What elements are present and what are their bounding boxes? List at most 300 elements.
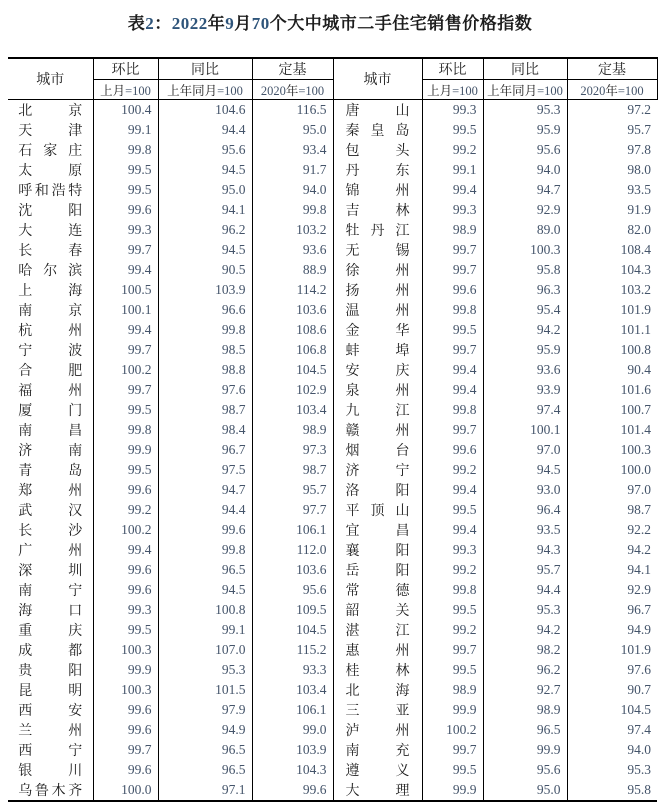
city-cell-right bbox=[333, 600, 422, 620]
city-name: 桂林 bbox=[345, 662, 410, 678]
fixedbase-cell-left: 106.1 bbox=[252, 700, 333, 720]
city-cell-right bbox=[333, 380, 422, 400]
mom-cell-right: 99.5 bbox=[422, 600, 483, 620]
mom-cell-right: 99.7 bbox=[422, 740, 483, 760]
mom-cell-left: 99.8 bbox=[93, 420, 158, 440]
fixedbase-cell-right: 104.3 bbox=[567, 260, 657, 280]
yoy-cell-left: 98.5 bbox=[158, 340, 252, 360]
yoy-cell-left: 96.5 bbox=[158, 760, 252, 780]
city-cell-right bbox=[333, 120, 422, 140]
city-cell-left bbox=[8, 260, 93, 280]
yoy-cell-right: 94.2 bbox=[483, 620, 567, 640]
yoy-cell-left: 94.9 bbox=[158, 720, 252, 740]
table-row bbox=[8, 720, 657, 740]
city-name: 兰州 bbox=[18, 722, 83, 738]
city-name: 深圳 bbox=[18, 562, 83, 578]
mom-cell-left: 100.2 bbox=[93, 520, 158, 540]
mom-cell-right: 99.2 bbox=[422, 460, 483, 480]
yoy-cell-left: 104.6 bbox=[158, 100, 252, 121]
city-name: 唐山 bbox=[345, 102, 410, 118]
city-name: 洛阳 bbox=[345, 482, 410, 498]
city-name: 赣州 bbox=[345, 422, 410, 438]
yoy-cell-right: 96.2 bbox=[483, 660, 567, 680]
mom-cell-left: 99.6 bbox=[93, 720, 158, 740]
city-cell-left bbox=[8, 340, 93, 360]
city-cell-right bbox=[333, 460, 422, 480]
mom-cell-right: 99.7 bbox=[422, 420, 483, 440]
table-row bbox=[8, 340, 657, 360]
mom-cell-right: 99.5 bbox=[422, 660, 483, 680]
city-name: 惠州 bbox=[345, 642, 410, 658]
yoy-cell-left: 94.7 bbox=[158, 480, 252, 500]
city-name: 徐州 bbox=[345, 262, 410, 278]
yoy-cell-left: 94.5 bbox=[158, 160, 252, 180]
city-cell-right bbox=[333, 400, 422, 420]
yoy-cell-right: 96.5 bbox=[483, 720, 567, 740]
header-yoy-right: 同比 bbox=[483, 58, 567, 80]
table-row bbox=[8, 300, 657, 320]
fixedbase-cell-left: 91.7 bbox=[252, 160, 333, 180]
header-row-main bbox=[8, 58, 657, 80]
city-cell-left bbox=[8, 540, 93, 560]
city-name: 长春 bbox=[18, 242, 83, 258]
city-cell-right bbox=[333, 760, 422, 780]
mom-cell-left: 99.8 bbox=[93, 140, 158, 160]
city-name: 秦皇岛 bbox=[345, 122, 410, 138]
city-name: 湛江 bbox=[345, 622, 410, 638]
table-row bbox=[8, 700, 657, 720]
mom-cell-right: 99.8 bbox=[422, 400, 483, 420]
city-cell-right bbox=[333, 220, 422, 240]
fixedbase-cell-right: 92.2 bbox=[567, 520, 657, 540]
city-cell-left bbox=[8, 480, 93, 500]
fixedbase-cell-right: 98.7 bbox=[567, 500, 657, 520]
header-yoy-base-left: 上年同月=100 bbox=[158, 80, 252, 100]
mom-cell-right: 99.5 bbox=[422, 500, 483, 520]
city-cell-left bbox=[8, 140, 93, 160]
yoy-cell-right: 95.3 bbox=[483, 600, 567, 620]
yoy-cell-right: 94.4 bbox=[483, 580, 567, 600]
fixedbase-cell-left: 114.2 bbox=[252, 280, 333, 300]
fixedbase-cell-left: 106.8 bbox=[252, 340, 333, 360]
fixedbase-cell-left: 108.6 bbox=[252, 320, 333, 340]
fixedbase-cell-left: 97.3 bbox=[252, 440, 333, 460]
yoy-cell-left: 94.5 bbox=[158, 580, 252, 600]
header-city-left: 城市 bbox=[8, 58, 93, 100]
city-name: 成都 bbox=[18, 642, 83, 658]
city-name: 大理 bbox=[345, 782, 410, 798]
table-row bbox=[8, 460, 657, 480]
yoy-cell-left: 90.5 bbox=[158, 260, 252, 280]
table-row bbox=[8, 220, 657, 240]
mom-cell-right: 99.5 bbox=[422, 320, 483, 340]
fixedbase-cell-right: 100.3 bbox=[567, 440, 657, 460]
yoy-cell-left: 96.2 bbox=[158, 220, 252, 240]
fixedbase-cell-right: 94.9 bbox=[567, 620, 657, 640]
mom-cell-right: 99.2 bbox=[422, 560, 483, 580]
fixedbase-cell-left: 95.0 bbox=[252, 120, 333, 140]
mom-cell-left: 100.5 bbox=[93, 280, 158, 300]
yoy-cell-right: 95.7 bbox=[483, 560, 567, 580]
city-name: 海口 bbox=[18, 602, 83, 618]
city-cell-left bbox=[8, 660, 93, 680]
fixedbase-cell-right: 91.9 bbox=[567, 200, 657, 220]
page-title: 表2：2022年9月70个大中城市二手住宅销售价格指数 bbox=[127, 14, 533, 33]
fixedbase-cell-left: 93.3 bbox=[252, 660, 333, 680]
mom-cell-right: 99.4 bbox=[422, 480, 483, 500]
table-row bbox=[8, 740, 657, 760]
header-mom-base-left: 上月=100 bbox=[93, 80, 158, 100]
yoy-cell-left: 99.6 bbox=[158, 520, 252, 540]
city-name: 西宁 bbox=[18, 742, 83, 758]
table-row bbox=[8, 760, 657, 780]
city-cell-left bbox=[8, 740, 93, 760]
fixedbase-cell-left: 116.5 bbox=[252, 100, 333, 121]
city-name: 济宁 bbox=[345, 462, 410, 478]
city-name: 南京 bbox=[18, 302, 83, 318]
mom-cell-right: 99.7 bbox=[422, 260, 483, 280]
fixedbase-cell-right: 97.0 bbox=[567, 480, 657, 500]
table-row bbox=[8, 160, 657, 180]
city-name: 泉州 bbox=[345, 382, 410, 398]
city-name: 遵义 bbox=[345, 762, 410, 778]
mom-cell-right: 99.4 bbox=[422, 360, 483, 380]
fixedbase-cell-left: 88.9 bbox=[252, 260, 333, 280]
table-row bbox=[8, 680, 657, 700]
mom-cell-left: 100.0 bbox=[93, 780, 158, 801]
mom-cell-right: 99.1 bbox=[422, 160, 483, 180]
yoy-cell-right: 98.9 bbox=[483, 700, 567, 720]
table-row bbox=[8, 520, 657, 540]
mom-cell-right: 99.2 bbox=[422, 620, 483, 640]
fixedbase-cell-right: 101.4 bbox=[567, 420, 657, 440]
yoy-cell-left: 95.3 bbox=[158, 660, 252, 680]
city-cell-right bbox=[333, 620, 422, 640]
table-row bbox=[8, 780, 657, 801]
city-name: 平顶山 bbox=[345, 502, 410, 518]
fixedbase-cell-right: 97.6 bbox=[567, 660, 657, 680]
table-header bbox=[8, 58, 657, 100]
city-cell-right bbox=[333, 260, 422, 280]
mom-cell-left: 99.5 bbox=[93, 620, 158, 640]
city-cell-left bbox=[8, 320, 93, 340]
city-name: 宜昌 bbox=[345, 522, 410, 538]
table-row bbox=[8, 480, 657, 500]
table-row bbox=[8, 140, 657, 160]
yoy-cell-right: 100.3 bbox=[483, 240, 567, 260]
yoy-cell-right: 96.3 bbox=[483, 280, 567, 300]
yoy-cell-left: 99.8 bbox=[158, 320, 252, 340]
mom-cell-right: 99.7 bbox=[422, 340, 483, 360]
yoy-cell-right: 94.0 bbox=[483, 160, 567, 180]
city-cell-left bbox=[8, 460, 93, 480]
city-cell-left bbox=[8, 240, 93, 260]
mom-cell-left: 99.5 bbox=[93, 460, 158, 480]
city-name: 重庆 bbox=[18, 622, 83, 638]
city-cell-right bbox=[333, 240, 422, 260]
city-cell-left bbox=[8, 180, 93, 200]
yoy-cell-right: 99.9 bbox=[483, 740, 567, 760]
fixedbase-cell-left: 93.4 bbox=[252, 140, 333, 160]
city-name: 南昌 bbox=[18, 422, 83, 438]
mom-cell-right: 99.4 bbox=[422, 520, 483, 540]
city-name: 常德 bbox=[345, 582, 410, 598]
yoy-cell-left: 107.0 bbox=[158, 640, 252, 660]
mom-cell-left: 99.9 bbox=[93, 440, 158, 460]
mom-cell-left: 99.7 bbox=[93, 340, 158, 360]
city-cell-left bbox=[8, 120, 93, 140]
table-row bbox=[8, 180, 657, 200]
city-cell-left bbox=[8, 200, 93, 220]
fixedbase-cell-left: 99.8 bbox=[252, 200, 333, 220]
table-row bbox=[8, 200, 657, 220]
yoy-cell-right: 95.0 bbox=[483, 780, 567, 801]
table-row bbox=[8, 380, 657, 400]
mom-cell-left: 99.9 bbox=[93, 660, 158, 680]
yoy-cell-left: 94.4 bbox=[158, 500, 252, 520]
yoy-cell-left: 96.7 bbox=[158, 440, 252, 460]
city-name: 南充 bbox=[345, 742, 410, 758]
mom-cell-left: 99.2 bbox=[93, 500, 158, 520]
yoy-cell-left: 100.8 bbox=[158, 600, 252, 620]
fixedbase-cell-right: 90.7 bbox=[567, 680, 657, 700]
mom-cell-right: 99.6 bbox=[422, 440, 483, 460]
mom-cell-right: 99.7 bbox=[422, 240, 483, 260]
mom-cell-right: 99.4 bbox=[422, 380, 483, 400]
city-name: 锦州 bbox=[345, 182, 410, 198]
header-mom-base-right: 上月=100 bbox=[422, 80, 483, 100]
fixedbase-cell-left: 104.5 bbox=[252, 360, 333, 380]
table-body bbox=[8, 100, 657, 802]
city-cell-left bbox=[8, 520, 93, 540]
city-cell-right bbox=[333, 420, 422, 440]
fixedbase-cell-left: 103.4 bbox=[252, 400, 333, 420]
city-name: 广州 bbox=[18, 542, 83, 558]
yoy-cell-right: 97.4 bbox=[483, 400, 567, 420]
fixedbase-cell-right: 82.0 bbox=[567, 220, 657, 240]
fixedbase-cell-right: 104.5 bbox=[567, 700, 657, 720]
yoy-cell-left: 99.8 bbox=[158, 540, 252, 560]
yoy-cell-left: 99.1 bbox=[158, 620, 252, 640]
city-name: 襄阳 bbox=[345, 542, 410, 558]
yoy-cell-left: 95.6 bbox=[158, 140, 252, 160]
city-cell-left bbox=[8, 400, 93, 420]
fixedbase-cell-left: 103.4 bbox=[252, 680, 333, 700]
city-name: 武汉 bbox=[18, 502, 83, 518]
city-name: 厦门 bbox=[18, 402, 83, 418]
city-cell-right bbox=[333, 480, 422, 500]
yoy-cell-right: 95.9 bbox=[483, 340, 567, 360]
city-name: 石家庄 bbox=[18, 142, 83, 158]
fixedbase-cell-right: 101.9 bbox=[567, 640, 657, 660]
fixedbase-cell-right: 108.4 bbox=[567, 240, 657, 260]
city-name: 三亚 bbox=[345, 702, 410, 718]
city-cell-left bbox=[8, 100, 93, 121]
table-row bbox=[8, 560, 657, 580]
city-name: 烟台 bbox=[345, 442, 410, 458]
yoy-cell-left: 96.5 bbox=[158, 740, 252, 760]
table-row bbox=[8, 100, 657, 121]
city-cell-right bbox=[333, 560, 422, 580]
fixedbase-cell-right: 101.6 bbox=[567, 380, 657, 400]
table-row bbox=[8, 320, 657, 340]
table-row bbox=[8, 420, 657, 440]
city-cell-left bbox=[8, 620, 93, 640]
city-name: 吉林 bbox=[345, 202, 410, 218]
mom-cell-right: 98.9 bbox=[422, 220, 483, 240]
city-cell-right bbox=[333, 340, 422, 360]
city-name: 岳阳 bbox=[345, 562, 410, 578]
fixedbase-cell-left: 102.9 bbox=[252, 380, 333, 400]
header-mom-left: 环比 bbox=[93, 58, 158, 80]
fixedbase-cell-left: 99.6 bbox=[252, 780, 333, 801]
table-row bbox=[8, 600, 657, 620]
yoy-cell-right: 92.7 bbox=[483, 680, 567, 700]
fixedbase-cell-right: 97.8 bbox=[567, 140, 657, 160]
city-name: 乌鲁木齐 bbox=[18, 782, 83, 798]
city-name: 福州 bbox=[18, 382, 83, 398]
yoy-cell-left: 98.4 bbox=[158, 420, 252, 440]
fixedbase-cell-left: 103.6 bbox=[252, 300, 333, 320]
mom-cell-left: 100.3 bbox=[93, 640, 158, 660]
city-cell-right bbox=[333, 680, 422, 700]
fixedbase-cell-right: 95.8 bbox=[567, 780, 657, 801]
header-fixedbase-right: 定基 bbox=[567, 58, 657, 80]
table-row bbox=[8, 620, 657, 640]
table-row bbox=[8, 240, 657, 260]
fixedbase-cell-left: 98.7 bbox=[252, 460, 333, 480]
yoy-cell-right: 95.6 bbox=[483, 140, 567, 160]
mom-cell-left: 99.4 bbox=[93, 320, 158, 340]
city-cell-right bbox=[333, 200, 422, 220]
yoy-cell-left: 103.9 bbox=[158, 280, 252, 300]
yoy-cell-right: 93.9 bbox=[483, 380, 567, 400]
city-cell-left bbox=[8, 780, 93, 801]
fixedbase-cell-right: 94.1 bbox=[567, 560, 657, 580]
city-cell-left bbox=[8, 380, 93, 400]
mom-cell-left: 99.7 bbox=[93, 240, 158, 260]
mom-cell-left: 99.6 bbox=[93, 480, 158, 500]
header-yoy-base-right: 上年同月=100 bbox=[483, 80, 567, 100]
city-cell-left bbox=[8, 600, 93, 620]
city-cell-left bbox=[8, 300, 93, 320]
mom-cell-right: 99.3 bbox=[422, 200, 483, 220]
fixedbase-cell-left: 99.0 bbox=[252, 720, 333, 740]
mom-cell-right: 99.6 bbox=[422, 280, 483, 300]
yoy-cell-left: 97.6 bbox=[158, 380, 252, 400]
fixedbase-cell-right: 95.3 bbox=[567, 760, 657, 780]
city-name: 杭州 bbox=[18, 322, 83, 338]
yoy-cell-right: 98.2 bbox=[483, 640, 567, 660]
mom-cell-right: 99.4 bbox=[422, 180, 483, 200]
mom-cell-left: 99.6 bbox=[93, 580, 158, 600]
yoy-cell-left: 94.1 bbox=[158, 200, 252, 220]
mom-cell-left: 99.3 bbox=[93, 600, 158, 620]
fixedbase-cell-right: 98.0 bbox=[567, 160, 657, 180]
city-cell-right bbox=[333, 720, 422, 740]
yoy-cell-right: 93.6 bbox=[483, 360, 567, 380]
yoy-cell-right: 94.3 bbox=[483, 540, 567, 560]
table-row bbox=[8, 360, 657, 380]
price-index-table bbox=[8, 57, 658, 802]
fixedbase-cell-left: 112.0 bbox=[252, 540, 333, 560]
fixedbase-cell-right: 100.7 bbox=[567, 400, 657, 420]
mom-cell-left: 99.5 bbox=[93, 180, 158, 200]
city-cell-right bbox=[333, 280, 422, 300]
fixedbase-cell-right: 103.2 bbox=[567, 280, 657, 300]
fixedbase-cell-right: 97.2 bbox=[567, 100, 657, 121]
yoy-cell-left: 96.5 bbox=[158, 560, 252, 580]
header-mom-right: 环比 bbox=[422, 58, 483, 80]
city-name: 长沙 bbox=[18, 522, 83, 538]
yoy-cell-right: 93.0 bbox=[483, 480, 567, 500]
city-name: 天津 bbox=[18, 122, 83, 138]
mom-cell-left: 100.4 bbox=[93, 100, 158, 121]
yoy-cell-left: 97.1 bbox=[158, 780, 252, 801]
fixedbase-cell-right: 90.4 bbox=[567, 360, 657, 380]
city-cell-right bbox=[333, 100, 422, 121]
yoy-cell-left: 95.0 bbox=[158, 180, 252, 200]
yoy-cell-right: 94.2 bbox=[483, 320, 567, 340]
mom-cell-right: 99.3 bbox=[422, 100, 483, 121]
city-name: 济南 bbox=[18, 442, 83, 458]
mom-cell-right: 99.8 bbox=[422, 580, 483, 600]
city-cell-right bbox=[333, 780, 422, 801]
fixedbase-cell-left: 95.7 bbox=[252, 480, 333, 500]
city-name: 银川 bbox=[18, 762, 83, 778]
header-fixedbase-left: 定基 bbox=[252, 58, 333, 80]
fixedbase-cell-right: 100.8 bbox=[567, 340, 657, 360]
header-fixedbase-base-left: 2020年=100 bbox=[252, 80, 333, 100]
fixedbase-cell-left: 95.6 bbox=[252, 580, 333, 600]
header-yoy-left: 同比 bbox=[158, 58, 252, 80]
yoy-cell-right: 95.3 bbox=[483, 100, 567, 121]
city-cell-right bbox=[333, 300, 422, 320]
fixedbase-cell-right: 92.9 bbox=[567, 580, 657, 600]
city-name: 青岛 bbox=[18, 462, 83, 478]
city-cell-left bbox=[8, 160, 93, 180]
city-name: 安庆 bbox=[345, 362, 410, 378]
mom-cell-right: 99.2 bbox=[422, 140, 483, 160]
fixedbase-cell-right: 94.0 bbox=[567, 740, 657, 760]
city-cell-right bbox=[333, 320, 422, 340]
mom-cell-left: 99.4 bbox=[93, 260, 158, 280]
mom-cell-left: 99.6 bbox=[93, 560, 158, 580]
city-cell-right bbox=[333, 740, 422, 760]
city-name: 无锡 bbox=[345, 242, 410, 258]
city-cell-left bbox=[8, 640, 93, 660]
city-name: 西安 bbox=[18, 702, 83, 718]
city-name: 合肥 bbox=[18, 362, 83, 378]
city-cell-left bbox=[8, 720, 93, 740]
mom-cell-right: 99.8 bbox=[422, 300, 483, 320]
fixedbase-cell-right: 93.5 bbox=[567, 180, 657, 200]
fixedbase-cell-left: 104.3 bbox=[252, 760, 333, 780]
fixedbase-cell-left: 93.6 bbox=[252, 240, 333, 260]
mom-cell-left: 100.2 bbox=[93, 360, 158, 380]
city-cell-left bbox=[8, 580, 93, 600]
city-name: 沈阳 bbox=[18, 202, 83, 218]
mom-cell-left: 99.6 bbox=[93, 760, 158, 780]
table-row bbox=[8, 280, 657, 300]
city-name: 宁波 bbox=[18, 342, 83, 358]
fixedbase-cell-left: 103.9 bbox=[252, 740, 333, 760]
city-name: 北海 bbox=[345, 682, 410, 698]
city-cell-left bbox=[8, 360, 93, 380]
table-row bbox=[8, 120, 657, 140]
fixedbase-cell-left: 98.9 bbox=[252, 420, 333, 440]
mom-cell-right: 99.5 bbox=[422, 760, 483, 780]
